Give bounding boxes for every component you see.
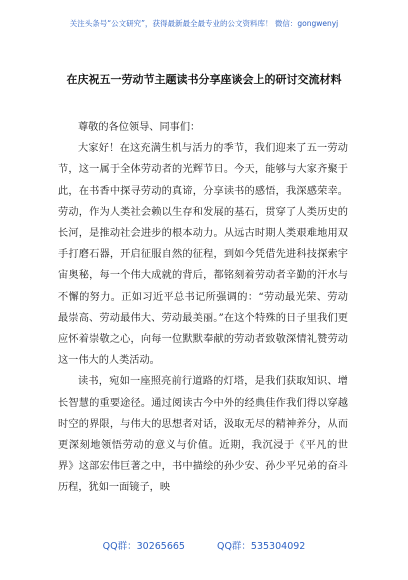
paragraph-1: 大家好！在这充满生机与活力的季节，我们迎来了五一劳动节，这一属于全体劳动者的光辉节日。今天，能够与大家齐聚于此，在书香中探寻劳动的真谛，分享读书的感悟，我深感荣幸。劳动，作为人类社会赖以生存和发展的基石，贯穿了人类历史的长河，是推动社会进步的根本动力。从远古时期人类艰难地用双手打磨石器，开启征服自然的征程，到如今凭借先进科技探索宇宙奥秘，每一个伟大成就的背后，都铭刻着劳动者辛勤的汗水与不懈的努力。正如习近平总书记所强调的：“劳动最光荣、劳动最崇高、劳动最伟大、劳动最美丽。”在这个特殊的日子里我们更应怀着崇敬之心，向每一位默默奉献的劳动者致敬深情礼赞劳动这一伟大的人类活动。: [58, 143, 348, 367]
salutation: 尊敬的各位领导、同事们：: [78, 122, 201, 133]
promo-banner[interactable]: 关注头条号“公文研究”，获得最新最全最专业的公文资料库！ 微信：gongwenyj: [69, 19, 339, 28]
footer-contact: [0, 538, 408, 552]
paragraph-2: 读书，宛如一座照亮前行道路的灯塔，是我们获取知识、增长智慧的重要途径。通过阅读古今中外的经典佳作我们得以穿越时空的界限，与伟大的思想者对话，汲取无尽的精神养分，从而更深刻地领悟劳动的意义与价值。近期，我沉浸于《平凡的世界》这部宏伟巨著之中，书中描绘的孙少安、孙少平兄弟的奋斗历程，犹如一面镜子，映: [58, 376, 348, 494]
qq-group-2[interactable]: QQ群：535304092: [216, 541, 306, 552]
document-body: [58, 117, 348, 499]
document-title: 在庆祝五一劳动节主题读书分享座谈会上的研讨交流材料: [66, 73, 342, 86]
qq-group-1[interactable]: QQ群：30265665: [102, 541, 185, 552]
